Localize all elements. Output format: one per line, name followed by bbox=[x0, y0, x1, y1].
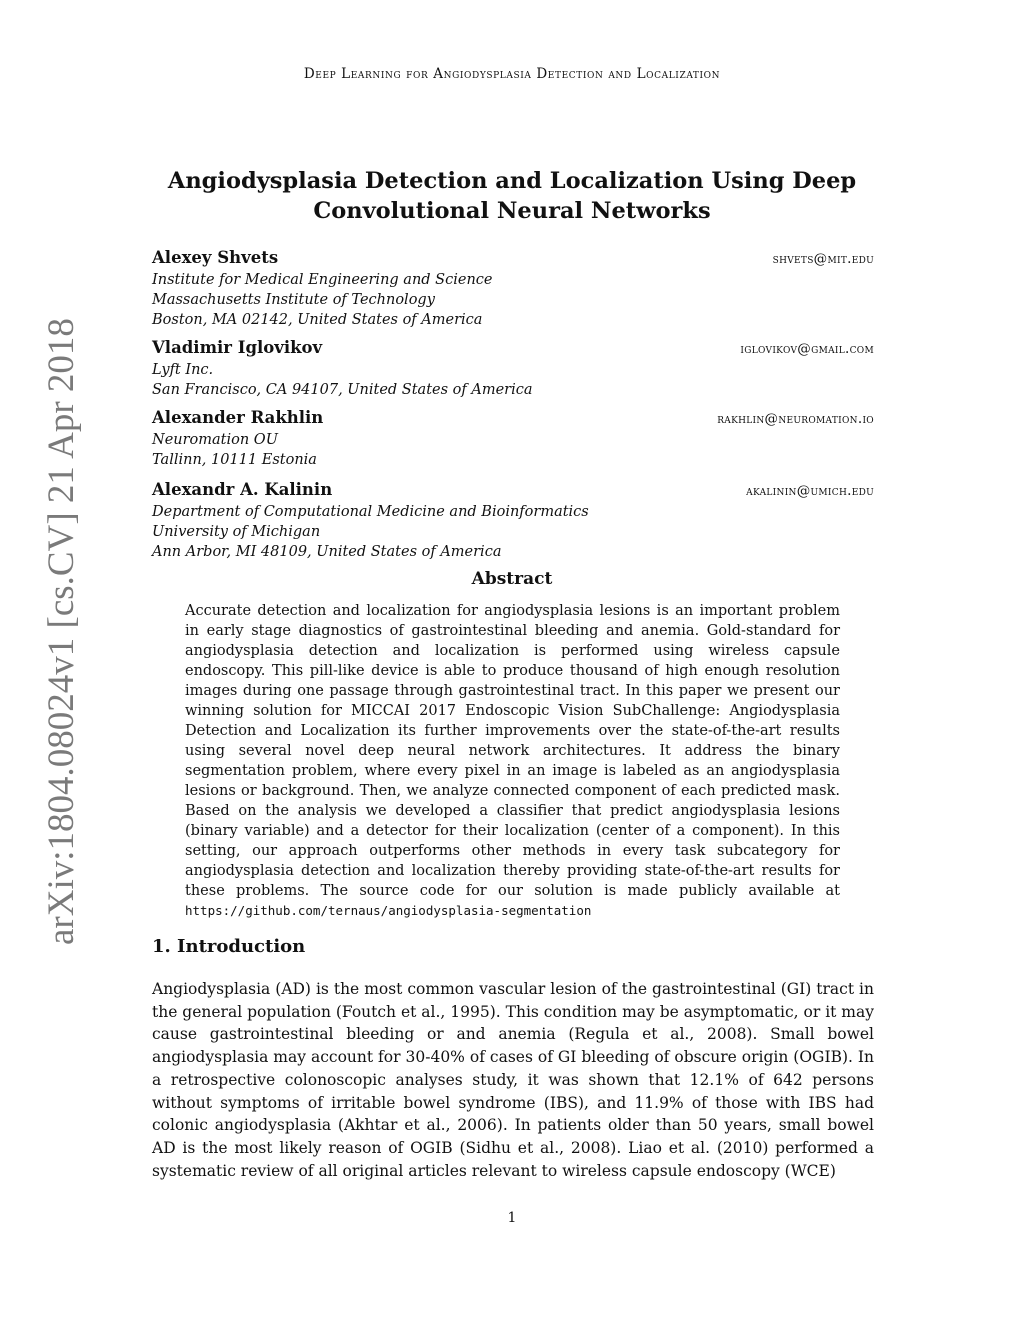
source-code-link[interactable]: https://github.com/ternaus/angiodysplasia-segmentation bbox=[185, 903, 592, 918]
affiliation-line: Lyft Inc. bbox=[152, 362, 214, 378]
author-email[interactable]: akalinin@umich.edu bbox=[746, 483, 874, 499]
affiliation-line: Institute for Medical Engineering and Science bbox=[152, 272, 493, 288]
author-name: Alexandr A. Kalinin bbox=[152, 480, 333, 499]
affiliation-line: Boston, MA 02142, United States of America bbox=[152, 312, 483, 328]
affiliation-line: Tallinn, 10111 Estonia bbox=[152, 452, 317, 468]
paper-title bbox=[150, 166, 874, 226]
author-name: Alexander Rakhlin bbox=[152, 408, 324, 427]
affiliation-line: Ann Arbor, MI 48109, United States of America bbox=[152, 544, 502, 560]
abstract-heading: Abstract bbox=[471, 569, 553, 589]
running-head: Deep Learning for Angiodysplasia Detection and Localization bbox=[303, 66, 721, 82]
affiliation-line: Massachusetts Institute of Technology bbox=[152, 292, 435, 308]
affiliation-line: San Francisco, CA 94107, United States of America bbox=[152, 382, 533, 398]
author-name: Vladimir Iglovikov bbox=[152, 338, 323, 357]
affiliation-line: Neuromation OU bbox=[152, 432, 278, 448]
title-line: Convolutional Neural Networks bbox=[313, 198, 711, 224]
title-line: Angiodysplasia Detection and Localization Using Deep bbox=[167, 168, 857, 194]
author-email[interactable]: rakhlin@neuromation.io bbox=[717, 411, 874, 427]
author-email[interactable]: iglovikov@gmail.com bbox=[740, 341, 874, 357]
author-block bbox=[152, 338, 874, 400]
author-block bbox=[152, 480, 874, 562]
author-email[interactable]: shvets@mit.edu bbox=[772, 251, 874, 267]
section-heading: 1. Introduction bbox=[152, 936, 306, 957]
abstract-body bbox=[185, 601, 840, 921]
arxiv-identifier: arXiv:1804.08024v1 [cs.CV] 21 Apr 2018 bbox=[41, 318, 82, 945]
affiliation-line: Department of Computational Medicine and Bioinformatics bbox=[152, 504, 589, 520]
affiliation-line: University of Michigan bbox=[152, 524, 321, 540]
abstract-text: Accurate detection and localization for angiodysplasia lesions is an important problem in early stage diagnostics of gastrointestinal bleeding and anemia. Gold-standard for angiodysplasia detection and localization is performed using wireless capsule endoscopy. This pill-like device is able to produce thousand of high enough resolution images during one passage through gastrointestinal tract. In this paper we present our winning solution for MICCAI 2017 Endoscopic Vision SubChallenge: Angiodysplasia Detection and Localization its further improvements over the state-of-the-art results using several novel deep neural network architectures. It address the binary segmentation problem, where every pixel in an image is labeled as an angiodysplasia lesions or background. Then, we analyze connected component of each predicted mask. Based on the analysis we developed a classifier that predict angiodysplasia lesions (binary variable) and a detector for their localization (center of a component). In this setting, our approach outperforms other methods in every task subcategory for angiodysplasia detection and localization thereby providing state-of-the-art results for these problems. The source code for our solution is made publicly available at bbox=[185, 603, 840, 899]
page-number: 1 bbox=[507, 1210, 517, 1226]
introduction-paragraph: Angiodysplasia (AD) is the most common vascular lesion of the gastrointestinal (GI) tract in the general population (Foutch et al., 1995). This condition may be asymptomatic, or it may cause gastrointestinal bleeding or and anemia (Regula et al., 2008). Small bowel angiodysplasia may account for 30-40% of cases of GI bleeding of obscure origin (OGIB). In a retrospective colonoscopic analyses study, it was shown that 12.1% of 642 persons without symptoms of irritable bowel syndrome (IBS), and 11.9% of those with IBS had colonic angiodysplasia (Akhtar et al., 2006). In patients older than 50 years, small bowel AD is the most likely reason of OGIB (Sidhu et al., 2008). Liao et al. (2010) performed a systematic review of all original articles relevant to wireless capsule endoscopy (WCE) bbox=[152, 980, 874, 1180]
author-block bbox=[152, 248, 874, 330]
author-name: Alexey Shvets bbox=[152, 248, 279, 267]
author-block bbox=[152, 408, 874, 470]
